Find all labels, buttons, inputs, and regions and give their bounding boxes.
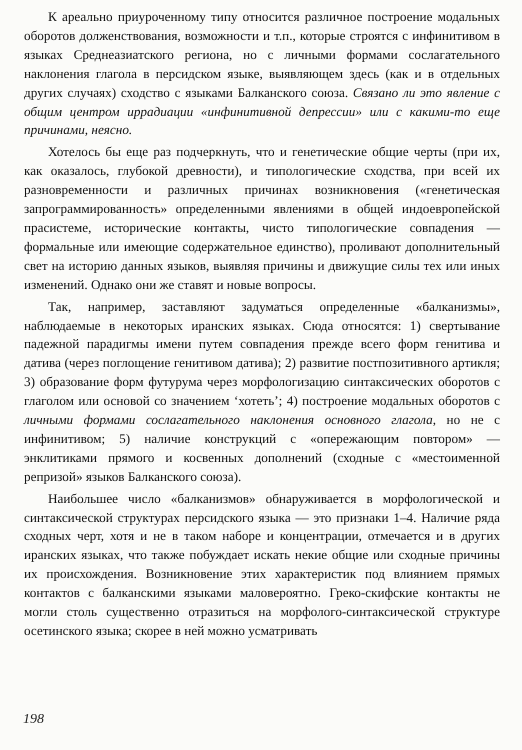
paragraph-text: Хотелось бы еще раз подчеркнуть, что и генетические общие черты (при их, как оказалось, глубокой древности), и типологические сходства, при всей их разновременности и различных причинах возникновения («генетическая запрограммированность» определенными явлениями в общей индоевропейской прасистеме, исторические контакты, чисто типологические совпадения — формальные или имеющие содержательное единство), проливают дополнительный свет на историю данных языков, выявляя причины и движущие силы тех или иных изменений. Однако они же ставят и новые вопросы. xyxy=(24,144,500,292)
paragraph xyxy=(24,8,500,140)
paragraph xyxy=(24,490,500,641)
paragraph xyxy=(24,298,500,487)
paragraph xyxy=(24,143,500,294)
paragraph-text: , но не с инфинитивом; 5) наличие конструкций с «опережающим повтором» — энклитиками прямого и косвенных дополнений (сходные с «местоименной репризой» языков Балканского союза). xyxy=(24,412,500,484)
page-number: 198 xyxy=(23,712,44,727)
paragraph-text: Наибольшее число «балканизмов» обнаруживается в морфологической и синтаксической структурах персидского языка — это признаки 1–4. Наличие ряда сходных черт, хотя и не в таком наборе и концентрации, отмечается и в других иранских языках, что также побуждает искать некие общие или сходные причины их происхождения. Возникновение этих характеристик под влиянием прямых контактов с балканскими языками маловероятно. Греко-скифские контакты не могли столь существенно отразиться на морфолого-синтаксической структуре осетинского языка; скорее в ней можно усматривать xyxy=(24,490,500,638)
paragraph-text: К ареально приуроченному типу относится различное построение модальных оборотов долженствования, возможности и т.п., которые строятся с инфинитивом в языках Среднеазиатского региона, но с личными формами сослагательного наклонения глагола в персидском языке, выявляющем здесь (как и в отдельных других случаях) сходство с языками Балканского союза. xyxy=(24,9,500,100)
paragraph-text-italic: Связано ли это явление с общим центром иррадиации «инфинитивной депрессии» или с какими-то еще причинами, неясно. xyxy=(24,84,500,138)
paragraph-text: Так, например, заставляют задуматься определенные «балканизмы», наблюдаемые в некоторых иранских языках. Сюда относятся: 1) свертывание падежной парадигмы имени путем совпадения прежде всего форм генитива и датива (через поглощение генитивом датива); 2) развитие постпозитивного артикля; 3) образование форм футурума через морфологизацию синтаксических оборотов с глаголом или основой со значением ‘хотеть’; 4) построение модальных оборотов с xyxy=(24,298,500,409)
page-body xyxy=(24,8,500,641)
paragraph-text-italic: личными формами сослагательного наклонения основного глагола xyxy=(24,412,433,428)
